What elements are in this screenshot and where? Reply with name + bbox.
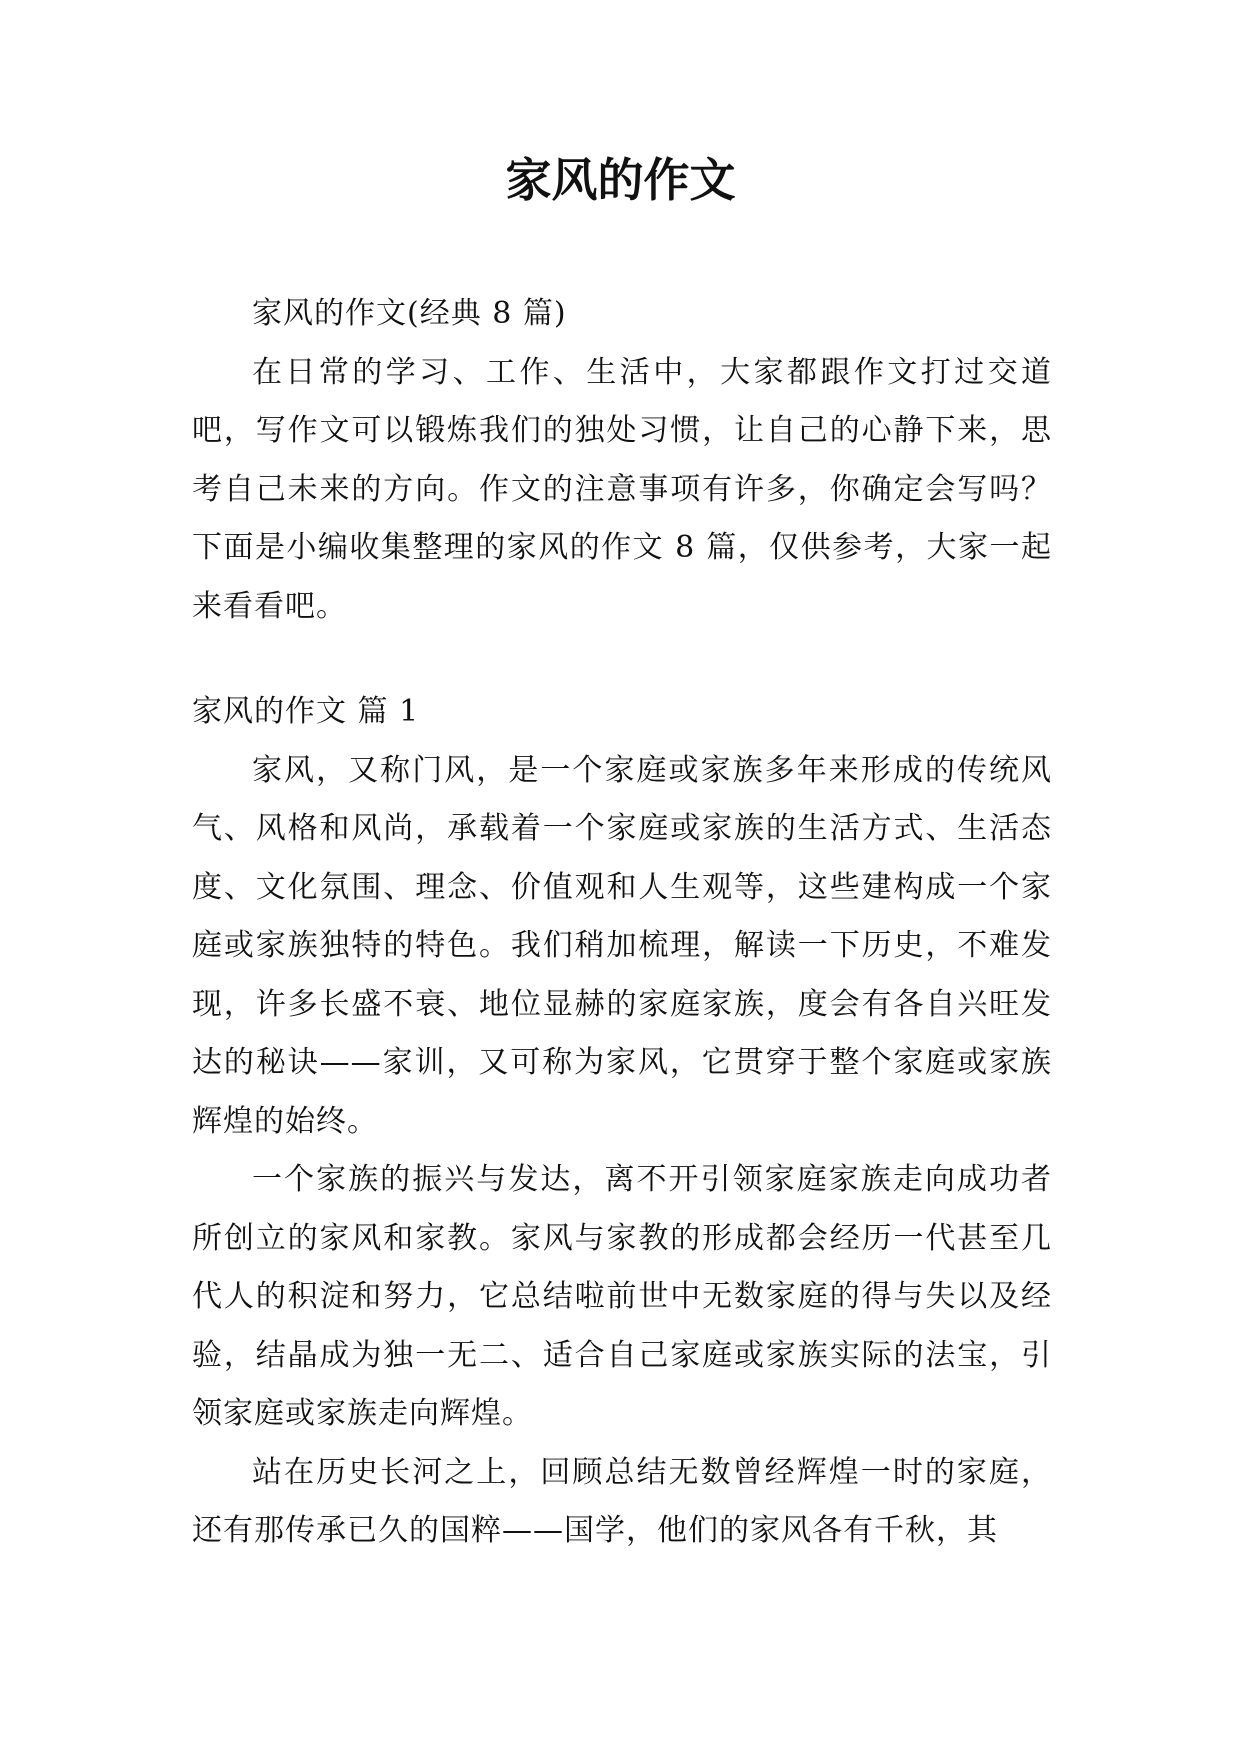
body-paragraph: 家风，又称门风，是一个家庭或家族多年来形成的传统风气、风格和风尚，承载着一个家庭或家族的生活方式、生活态度、文化氛围、理念、价值观和人生观等，这些建构成一个家庭或家族独特的特色。我们稍加梳理，解读一下历史，不难发现，许多长盛不衰、地位显赫的家庭家族，度会有各自兴旺发达的秘诀——家训，又可称为家风，它贯穿于整个家庭或家族辉煌的始终。	[192, 752, 1052, 1139]
document-body	[192, 285, 1052, 1561]
section-heading: 家风的作文 篇 1	[192, 694, 420, 729]
body-paragraph: 站在历史长河之上，回顾总结无数曾经辉煌一时的家庭，还有那传承已久的国粹——国学，他们的家风各有千秋，其	[192, 1454, 1052, 1548]
intro-paragraph: 在日常的学习、工作、生活中，大家都跟作文打过交道吧，写作文可以锻炼我们的独处习惯，让自己的心静下来，思考自己未来的方向。作文的注意事项有许多，你确定会写吗？下面是小编收集整理的家风的作文 8 篇，仅供参考，大家一起来看看吧。	[192, 354, 1052, 624]
document-title: 家风的作文	[505, 153, 736, 207]
document-subtitle: 家风的作文(经典 8 篇)	[252, 296, 567, 331]
body-paragraph: 一个家族的振兴与发达，离不开引领家庭家族走向成功者所创立的家风和家教。家风与家教的形成都会经历一代甚至几代人的积淀和努力，它总结啦前世中无数家庭的得与失以及经验，结晶成为独一无二、适合自己家庭或家族实际的法宝，引领家庭或家族走向辉煌。	[192, 1162, 1052, 1431]
